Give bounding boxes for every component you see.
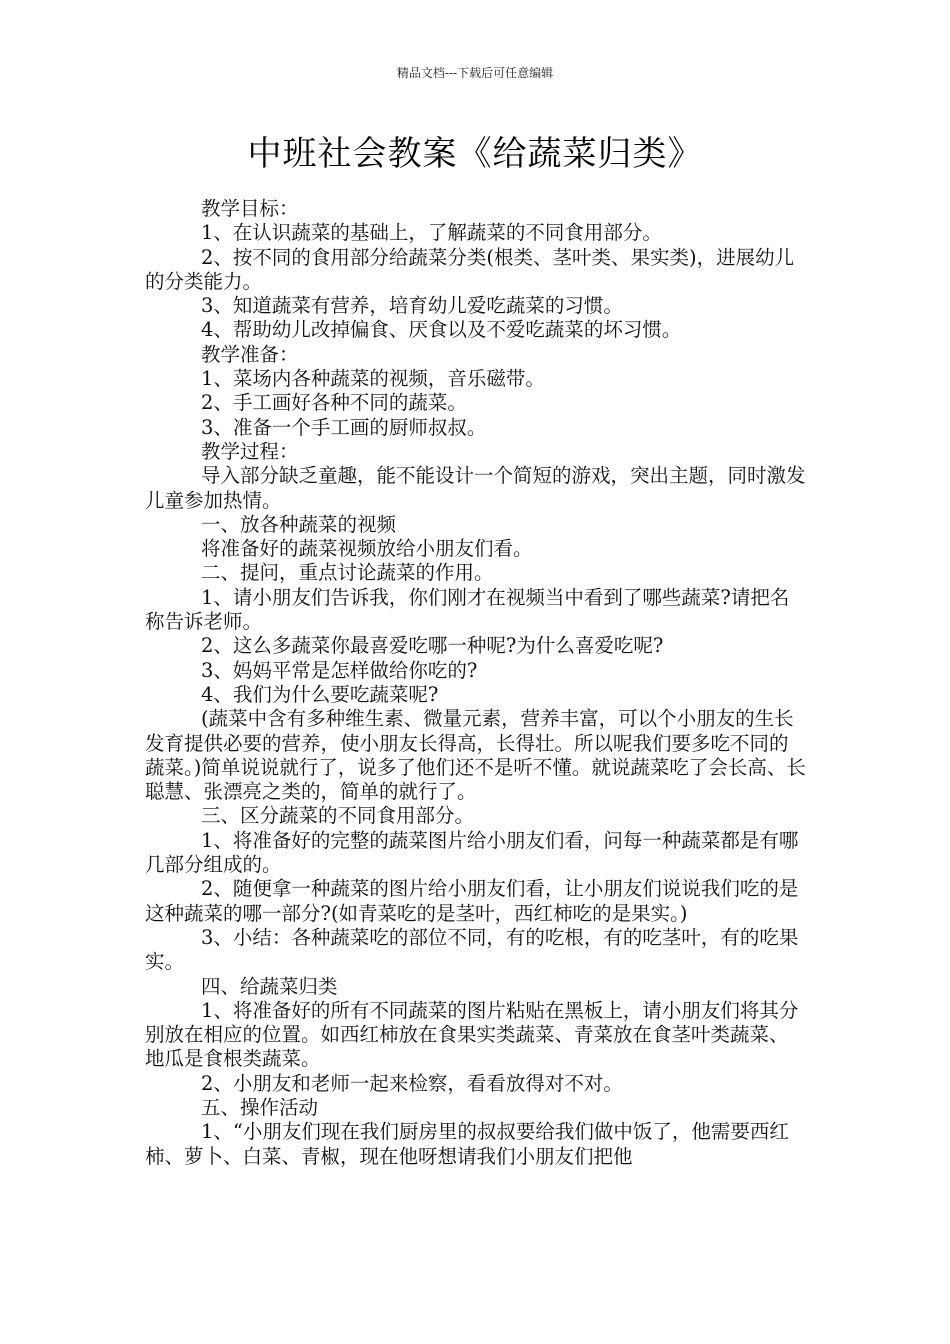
- paragraph: 2、随便拿一种蔬菜的图片给小朋友们看，让小朋友们说说我们吃的是这种蔬菜的哪一部分?(如青菜吃的是茎叶，西红柿吃的是果实。): [145, 877, 799, 925]
- paragraph: 1、将准备好的所有不同蔬菜的图片粘贴在黑板上，请小朋友们将其分别放在相应的位置。如西红柿放在食果实类蔬菜、青菜放在食茎叶类蔬菜、地瓜是食根类蔬菜。: [145, 998, 799, 1071]
- paragraph: 三、区分蔬菜的不同食用部分。: [201, 804, 475, 828]
- paragraph: 将准备好的蔬菜视频放给小朋友们看。: [201, 537, 533, 561]
- paragraph: 五、操作活动: [201, 1095, 319, 1119]
- paragraph: 3、妈妈平常是怎样做给你吃的?: [201, 658, 478, 682]
- paragraph: 4、帮助幼儿改掉偏食、厌食以及不爱吃蔬菜的坏习惯。: [201, 318, 682, 342]
- paragraph: (蔬菜中含有多种维生素、微量元素，营养丰富，可以个小朋友的生长发育提供必要的营养，使小朋友长得高，长得壮。所以呢我们要多吃不同的蔬菜。)简单说说就行了，说多了他们还不是听不懂。就说蔬菜吃了会长高、长聪慧、张漂亮之类的，简单的就行了。: [145, 707, 806, 804]
- paragraph: 1、菜场内各种蔬菜的视频，音乐磁带。: [201, 367, 545, 391]
- paragraph: 四、给蔬菜归类: [201, 974, 338, 998]
- paragraph: 教学过程：: [201, 439, 299, 463]
- paragraph: 2、小朋友和老师一起来检察，看看放得对不对。: [201, 1071, 623, 1095]
- paragraph: 导入部分缺乏童趣，能不能设计一个简短的游戏，突出主题，同时激发儿童参加热情。: [145, 464, 806, 512]
- paragraph: 2、这么多蔬菜你最喜爱吃哪一种呢?为什么喜爱吃呢?: [201, 634, 664, 658]
- paragraph: 1、“小朋友们现在我们厨房里的叔叔要给我们做中饭了，他需要西红柿、萝卜、白菜、青椒，现在他呀想请我们小朋友们把他: [145, 1120, 789, 1168]
- page-header: 精品文档---下载后可任意编辑: [396, 66, 554, 80]
- paragraph: 4、我们为什么要吃蔬菜呢?: [201, 682, 439, 706]
- paragraph: 2、按不同的食用部分给蔬菜分类(根类、茎叶类、果实类)，进展幼儿的分类能力。: [145, 245, 795, 293]
- paragraph: 3、小结：各种蔬菜吃的部位不同，有的吃根，有的吃茎叶，有的吃果实。: [145, 925, 799, 974]
- document-title: 中班社会教案《给蔬菜归类》: [247, 134, 703, 174]
- paragraph: 1、将准备好的完整的蔬菜图片给小朋友们看，问每一种蔬菜都是有哪几部分组成的。: [145, 828, 799, 877]
- paragraph: 一、放各种蔬菜的视频: [201, 512, 397, 536]
- paragraph: 1、在认识蔬菜的基础上，了解蔬菜的不同食用部分。: [201, 221, 662, 245]
- paragraph: 3、准备一个手工画的厨师叔叔。: [201, 415, 487, 439]
- paragraph: 2、手工画好各种不同的蔬菜。: [201, 391, 467, 415]
- paragraph: 教学目标：: [201, 197, 299, 220]
- paragraph: 1、请小朋友们告诉我，你们刚才在视频当中看到了哪些蔬菜?请把名称告诉老师。: [145, 585, 790, 634]
- paragraph: 教学准备：: [201, 342, 299, 366]
- paragraph: 3、知道蔬菜有营养，培育幼儿爱吃蔬菜的习惯。: [201, 294, 623, 318]
- paragraph: 二、提问，重点讨论蔬菜的作用。: [201, 561, 494, 585]
- document-body: [145, 197, 807, 1169]
